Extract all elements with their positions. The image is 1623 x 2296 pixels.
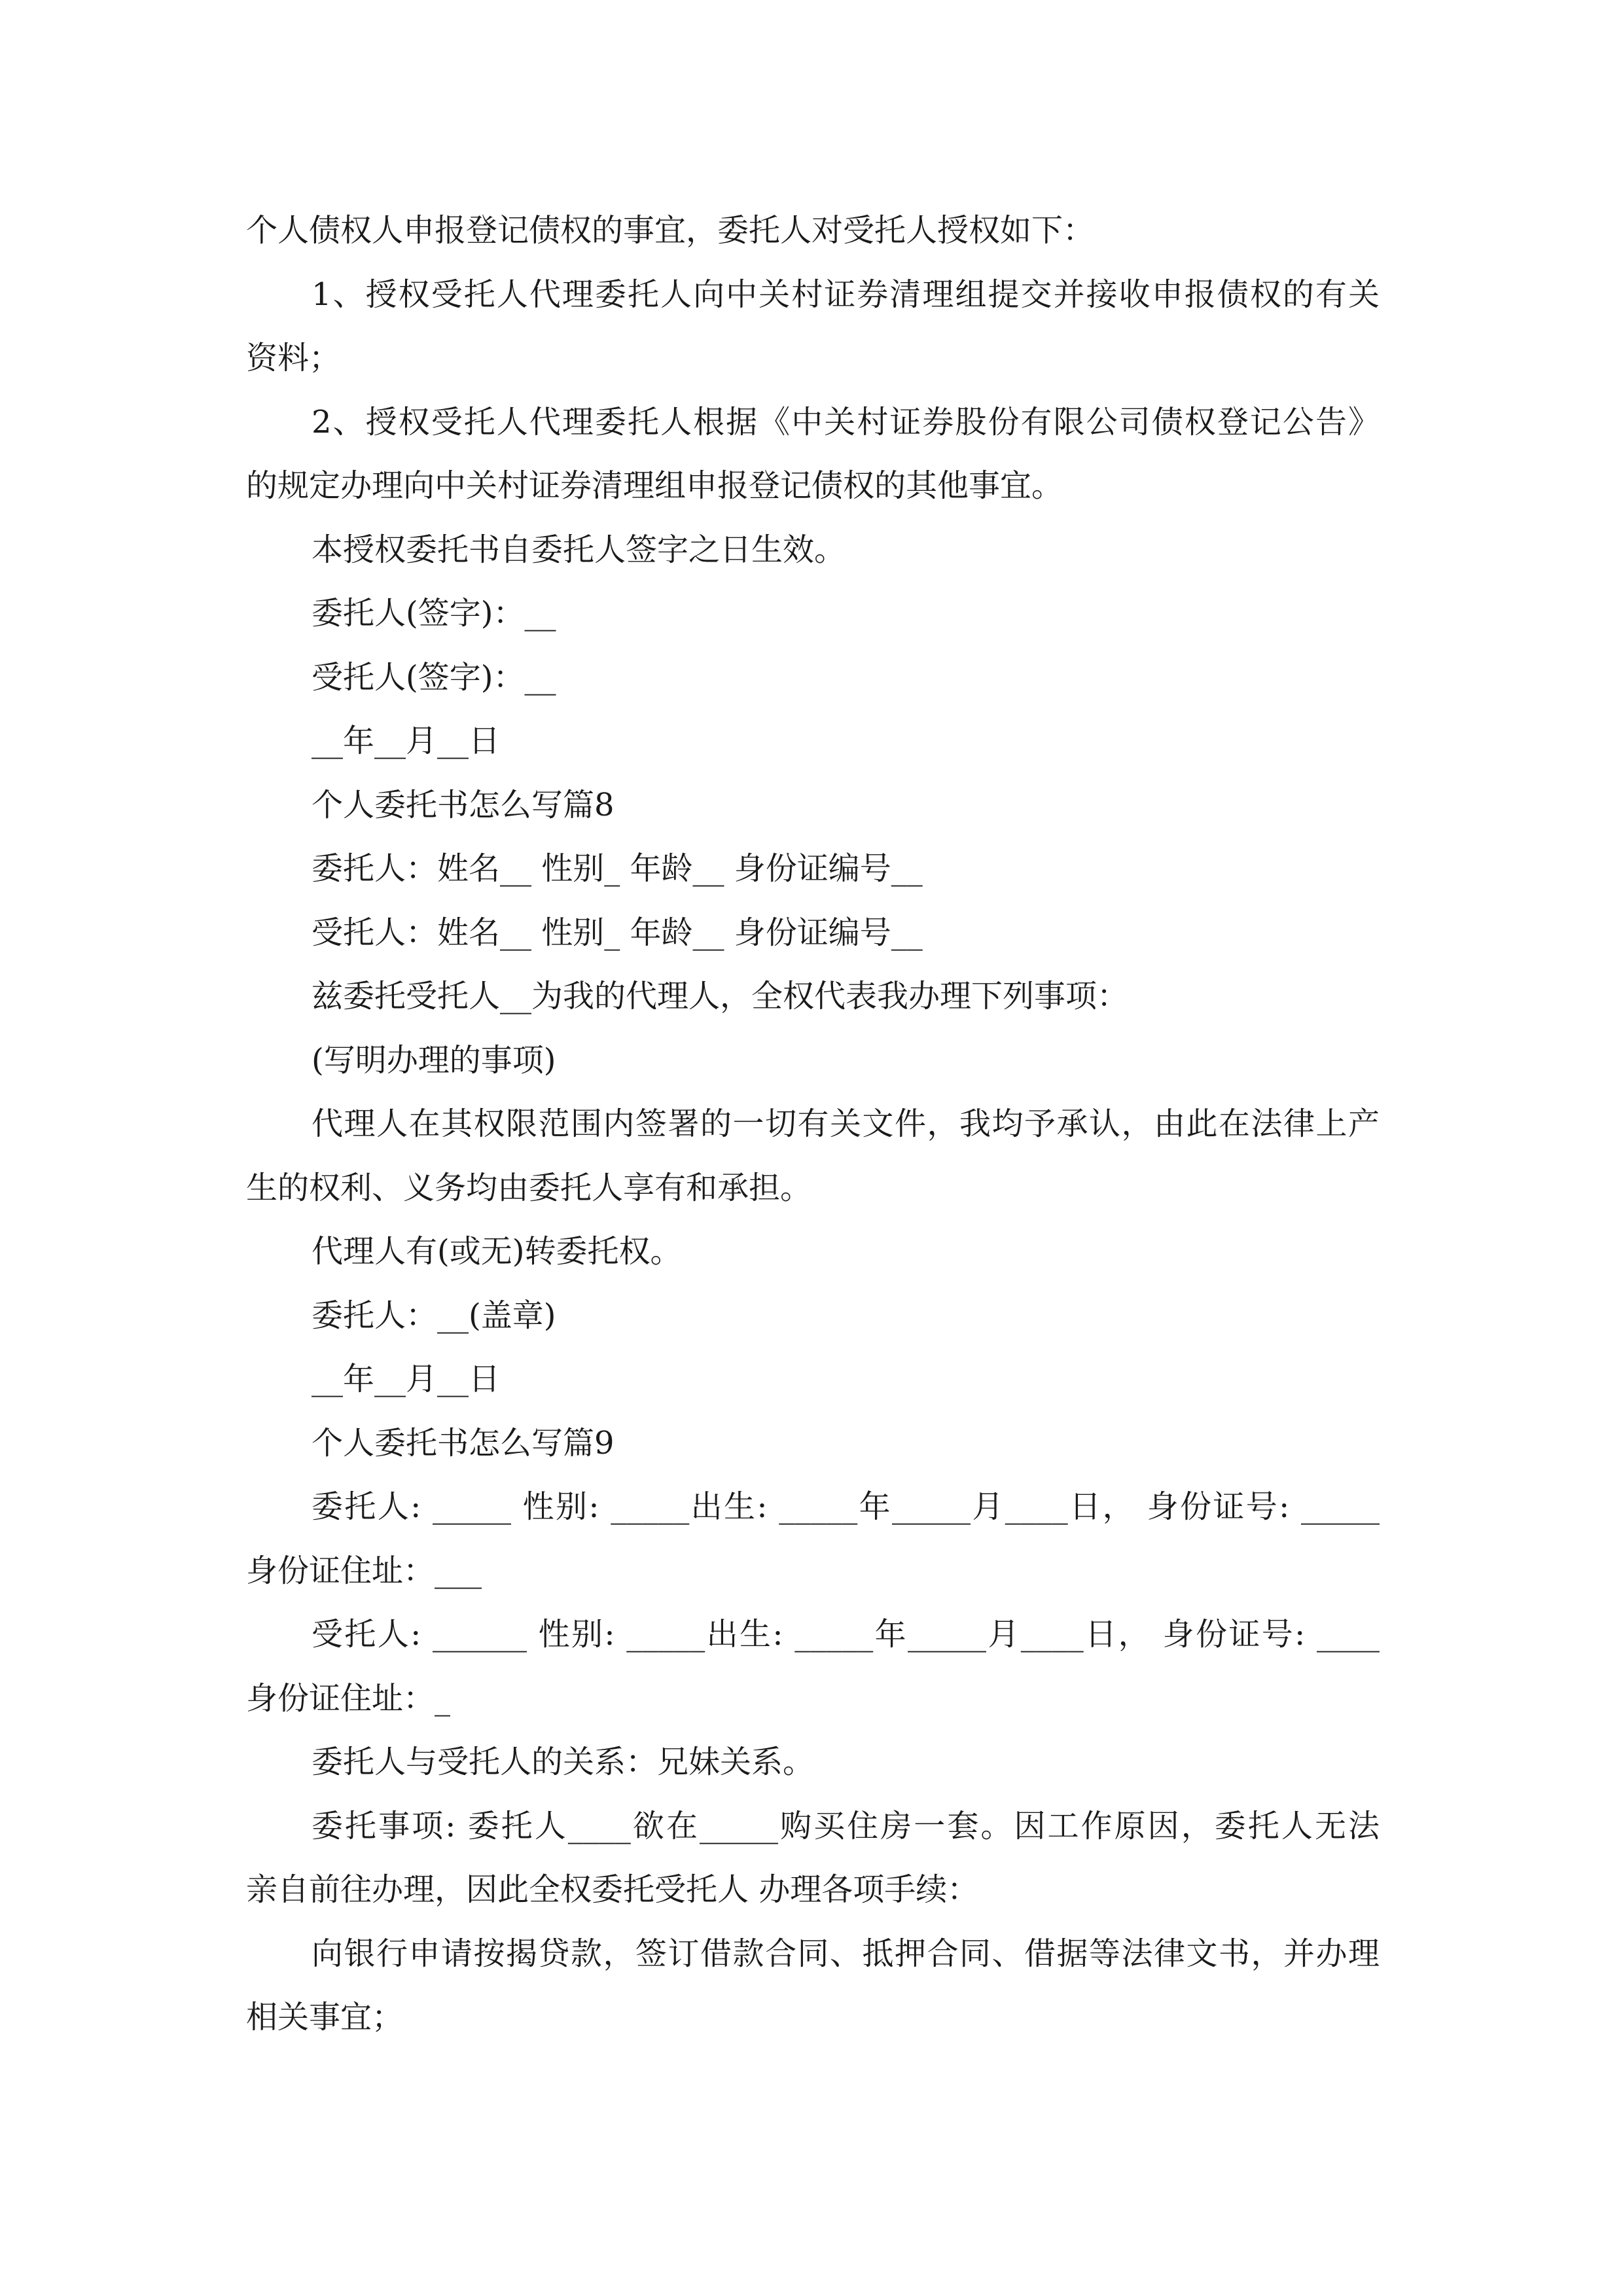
paragraph-line: 委托人: _____ 性别: _____出生: _____年_____月____日， 身份证号: _____ — [312, 1488, 1380, 1525]
paragraph-line: 代理人有(或无)转委托权。 — [312, 1233, 682, 1270]
document-body — [246, 199, 1380, 2050]
date-line: __年__月__日 — [312, 723, 501, 759]
section-heading: 个人委托书怎么写篇8 — [312, 786, 615, 823]
paragraph-line: 本授权委托书自委托人签字之日生效。 — [312, 531, 846, 568]
section-heading: 个人委托书怎么写篇9 — [312, 1424, 615, 1462]
paragraph-line: 2、授权受托人代理委托人根据《中关村证券股份有限公司债权登记公告》 — [312, 403, 1380, 440]
paragraph-line: 资料； — [246, 340, 341, 376]
paragraph-line: 生的权利、义务均由委托人享有和承担。 — [246, 1169, 812, 1206]
paragraph-line: 身份证住址：___ — [246, 1552, 482, 1589]
paragraph-line: 相关事宜； — [246, 1999, 404, 2036]
signature-line: 受托人(签字)：__ — [312, 658, 556, 696]
paragraph-line: 委托事项: 委托人____欲在_____购买住房一套。因工作原因，委托人无法 — [312, 1807, 1380, 1844]
paragraph-line: 受托人：姓名__ 性别_ 年龄__ 身份证编号__ — [312, 914, 923, 951]
paragraph-line: 个人债权人申报登记债权的事宜，委托人对受托人授权如下： — [246, 212, 1095, 249]
paragraph-line: 受托人: ______ 性别: _____出生: _____年_____月____日， 身份证号: ____ — [312, 1616, 1380, 1653]
paragraph-line: 委托人与受托人的关系：兄妹关系。 — [312, 1744, 815, 1780]
paragraph-line: 代理人在其权限范围内签署的一切有关文件，我均予承认，由此在法律上产 — [312, 1105, 1380, 1142]
signature-line: 委托人：__(盖章) — [312, 1297, 556, 1334]
signature-line: 委托人(签字)：__ — [312, 595, 556, 632]
paragraph-line: 向银行申请按揭贷款，签订借款合同、抵押合同、借据等法律文书，并办理 — [312, 1935, 1380, 1972]
paragraph-line: 的规定办理向中关村证券清理组申报登记债权的其他事宜。 — [246, 467, 1063, 504]
paragraph-line: 1、授权受托人代理委托人向中关村证券清理组提交并接收申报债权的有关 — [312, 276, 1380, 313]
date-line: __年__月__日 — [312, 1361, 501, 1397]
paragraph-line: 亲自前往办理，因此全权委托受托人 办理各项手续： — [246, 1871, 979, 1908]
paragraph-line: 委托人：姓名__ 性别_ 年龄__ 身份证编号__ — [312, 850, 923, 887]
paragraph-line: 兹委托受托人__为我的代理人，全权代表我办理下列事项： — [312, 978, 1129, 1014]
paragraph-line: (写明办理的事项) — [312, 1041, 556, 1079]
paragraph-line: 身份证住址：_ — [246, 1679, 451, 1717]
